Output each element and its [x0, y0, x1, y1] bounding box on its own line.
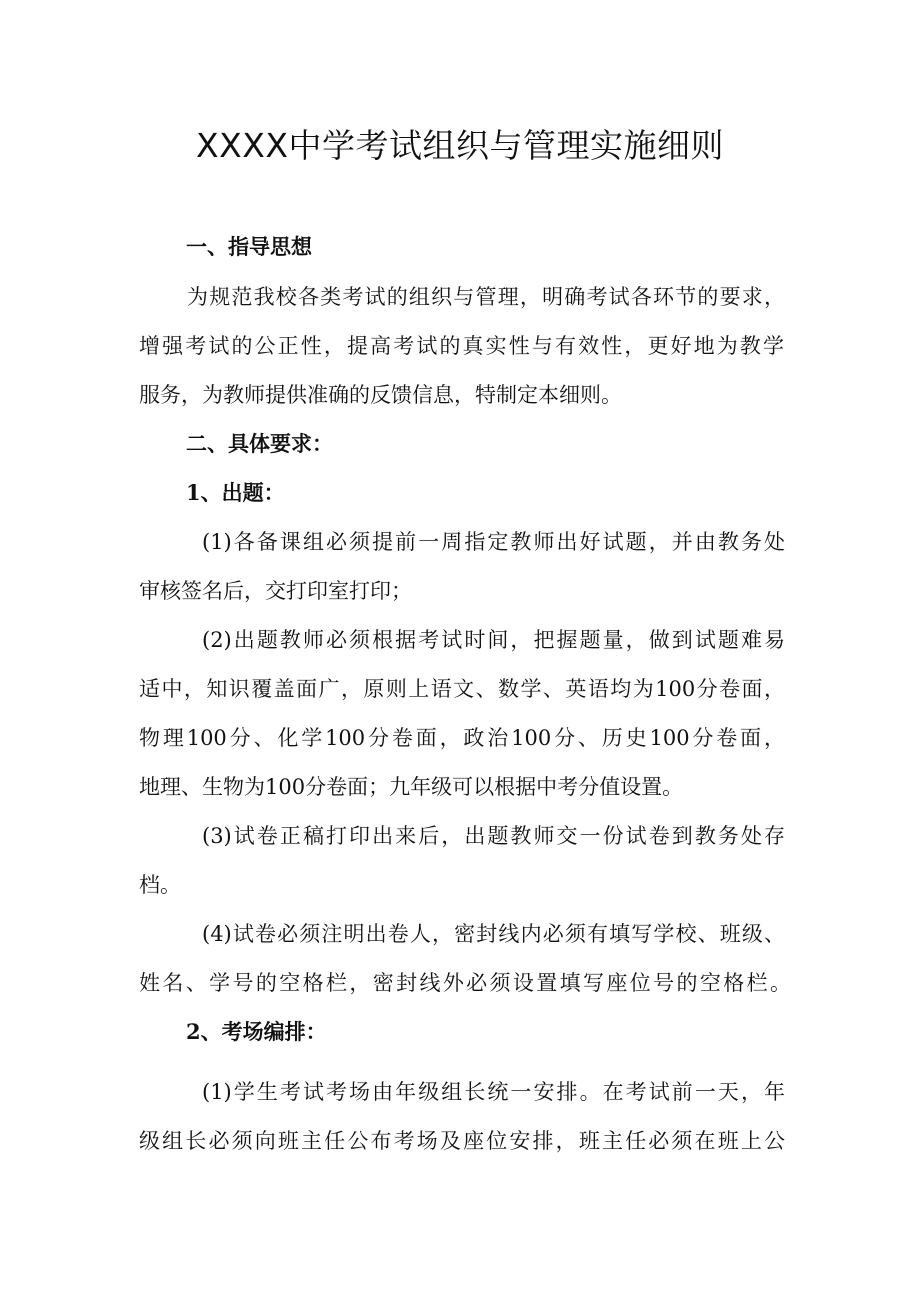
paragraph-line: 适中，知识覆盖面广，原则上语文、数学、英语均为100分卷面，	[139, 677, 785, 701]
subsection-heading-exam-room-arrangement: 2、考场编排：	[186, 1019, 327, 1044]
paragraph-line: 审核签名后，交打印室打印；	[139, 579, 412, 603]
section-heading-requirements: 二、具体要求：	[186, 431, 333, 456]
paragraph-line: (1)学生考试考场由年级组长统一安排。在考试前一天，年	[202, 1080, 785, 1104]
paragraph-line: 级组长必须向班主任公布考场及座位安排，班主任必须在班上公	[139, 1129, 785, 1153]
subsection-heading-question-setting: 1、出题：	[186, 480, 285, 505]
paragraph-line: 档。	[139, 873, 181, 897]
paragraph-line: (3)试卷正稿打印出来后，出题教师交一份试卷到教务处存	[202, 824, 785, 848]
paragraph-line: (1)各备课组必须提前一周指定教师出好试题，并由教务处	[202, 530, 785, 554]
paragraph-line: (4)试卷必须注明出卷人，密封线内必须有填写学校、班级、	[202, 922, 785, 946]
paragraph-line: 地理、生物为100分卷面；九年级可以根据中考分值设置。	[139, 775, 684, 799]
paragraph-line: 服务，为教师提供准确的反馈信息，特制定本细则。	[139, 383, 622, 407]
paragraph-line: 物理100分、化学100分卷面，政治100分、历史100分卷面，	[139, 726, 785, 750]
paragraph-line: (2)出题教师必须根据考试时间，把握题量，做到试题难易	[202, 628, 785, 652]
paragraph-line: 增强考试的公正性，提高考试的真实性与有效性，更好地为教学	[139, 334, 784, 358]
paragraph-line: 姓名、学号的空格栏，密封线外必须设置填写座位号的空格栏。	[139, 971, 791, 995]
paragraph-line: 为规范我校各类考试的组织与管理，明确考试各环节的要求，	[187, 285, 785, 309]
document-title: XXXX中学考试组织与管理实施细则	[196, 126, 724, 165]
section-heading-guiding-principle: 一、指导思想	[186, 234, 312, 259]
